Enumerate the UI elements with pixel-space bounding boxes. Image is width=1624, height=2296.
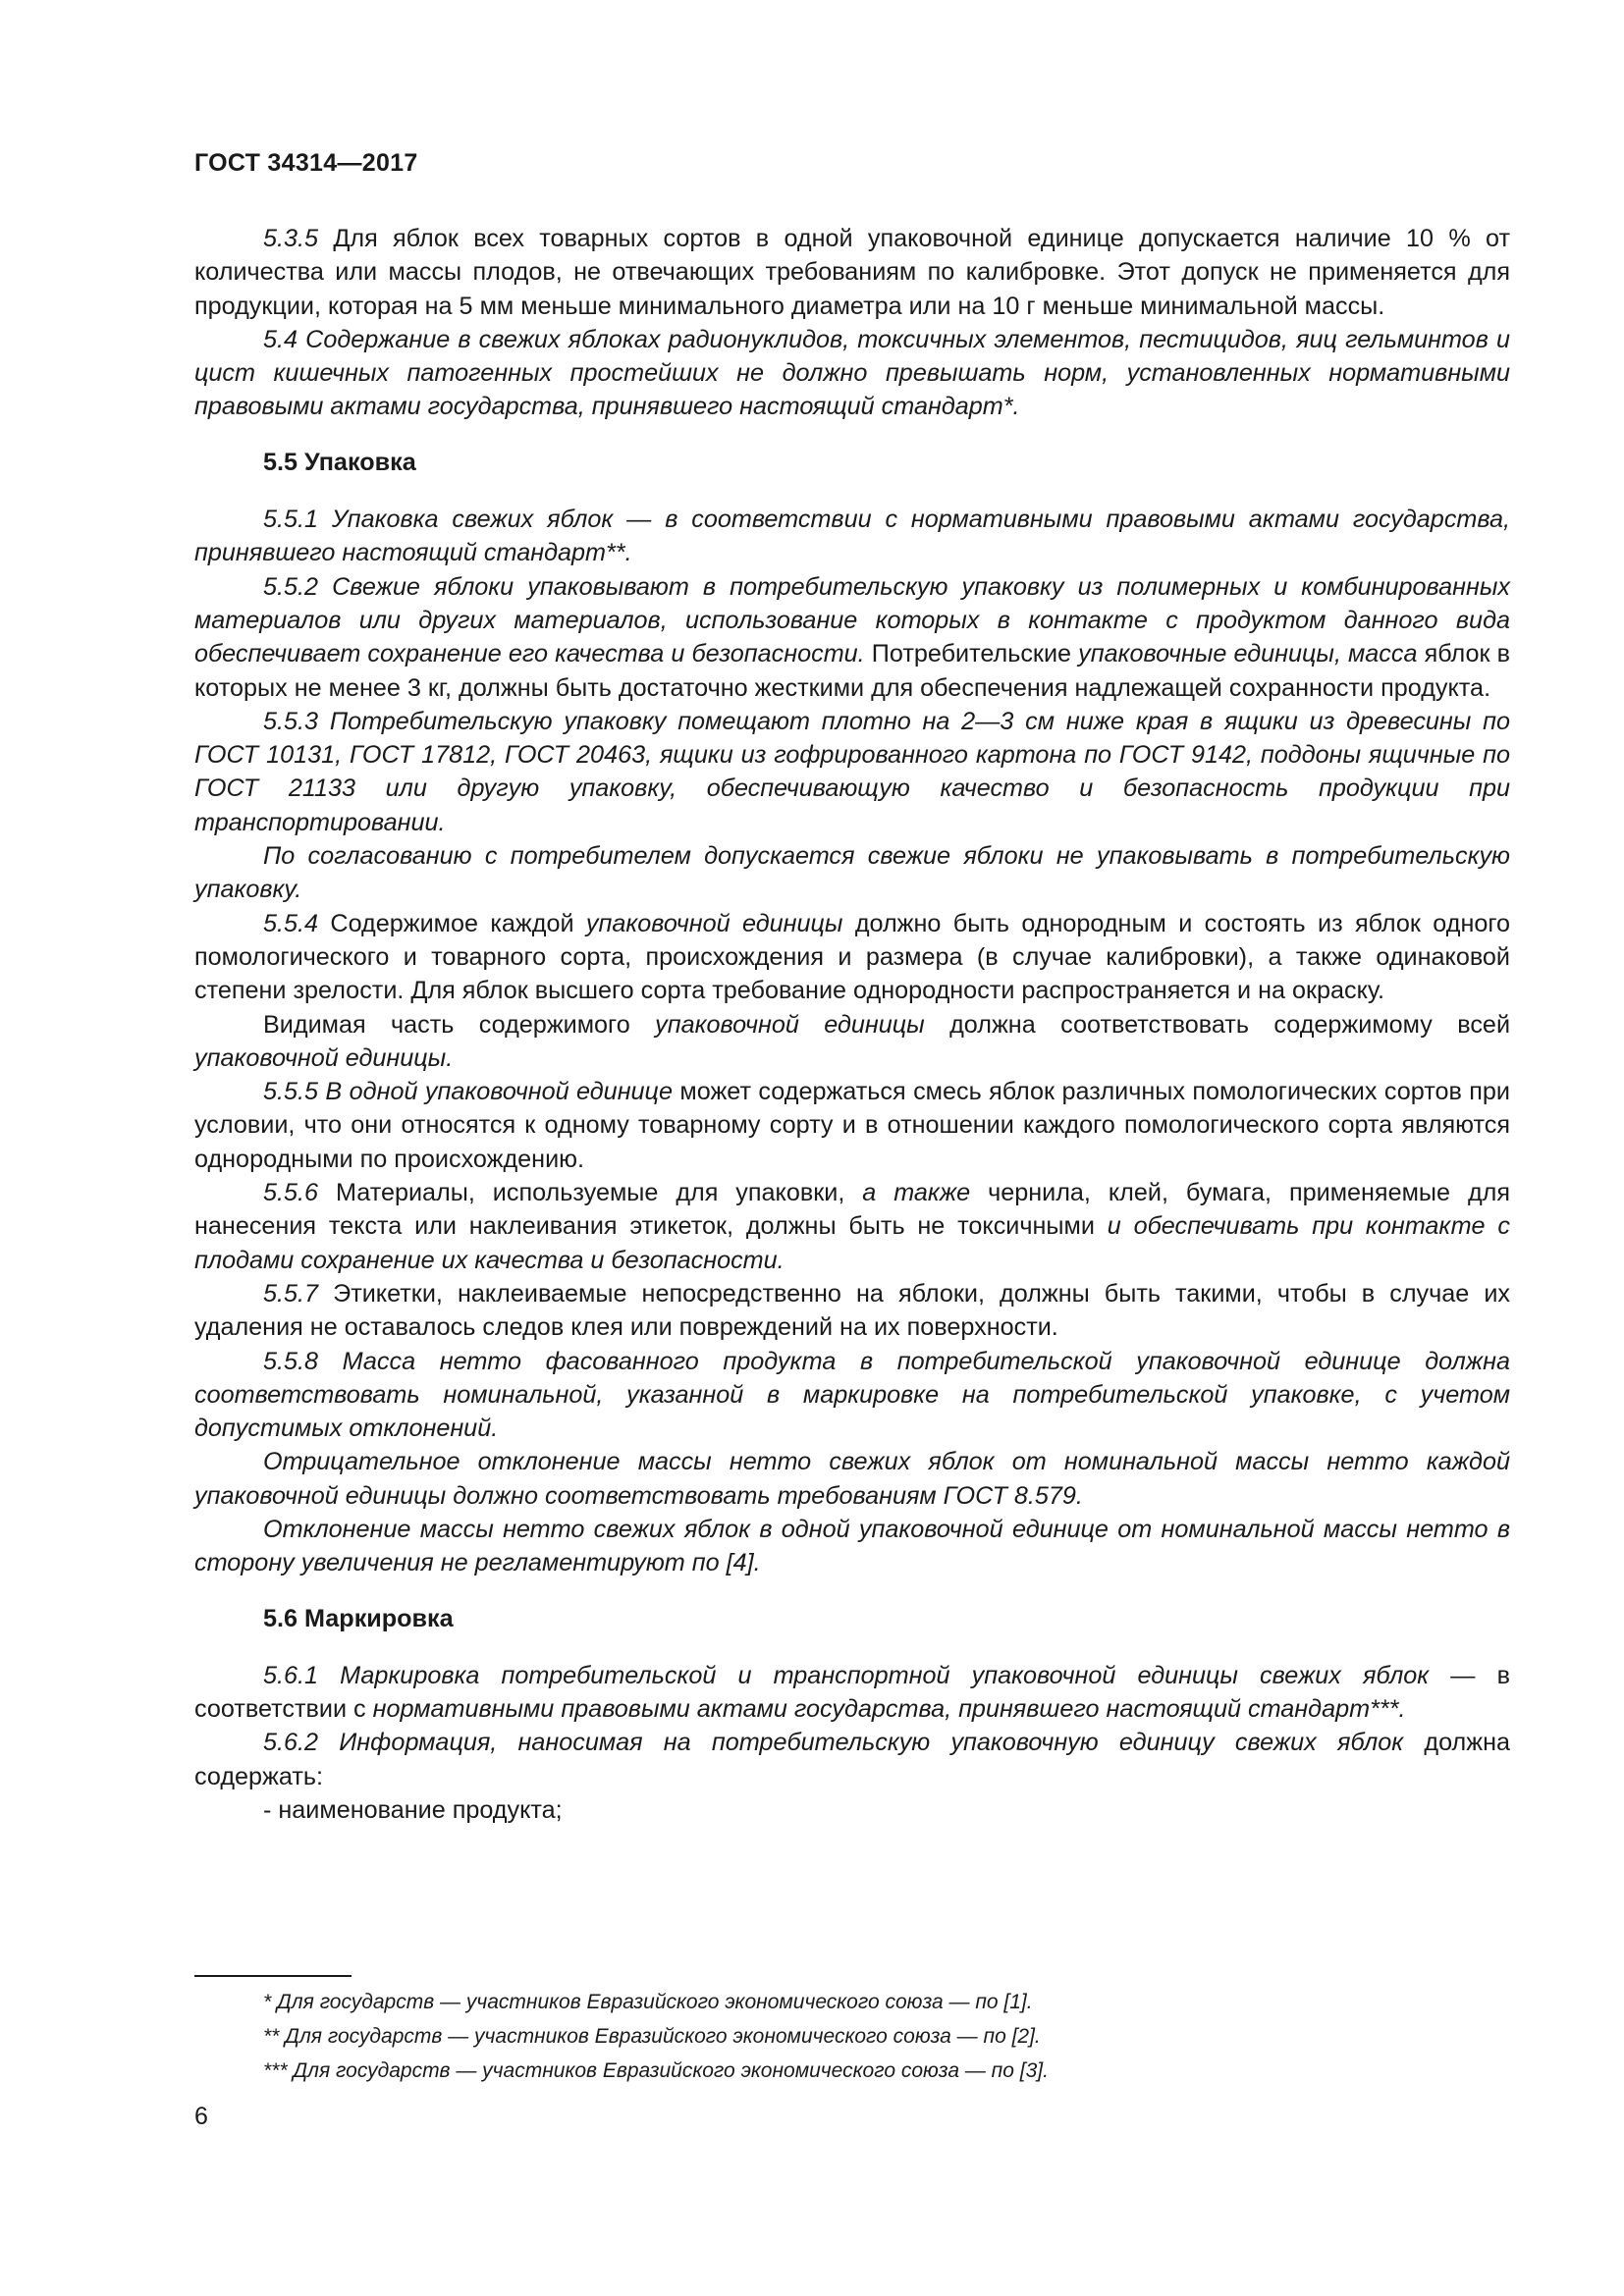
paragraph-text: Для яблок всех товарных сортов в одной упаковочной единице допускается наличие 10 % от количества или массы плодов, не отвечающих требованиям по калибровке. Этот допуск не применяется для продукции, которая на 5 мм меньше минимального диаметра или на 10 г меньше минимальной массы. xyxy=(194,225,1510,320)
document-header: ГОСТ 34314—2017 xyxy=(194,149,418,177)
clause-number: 5.5.4 xyxy=(263,909,319,937)
paragraph-5-5-4-visible xyxy=(194,1008,1510,1076)
paragraph-text: может содержаться смесь яблок различных помологических сортов при условии, что они относятся к одному товарному сорту и в отношении каждого помологического сорта являются однородными по происхождению. xyxy=(194,1078,1510,1173)
paragraph-text: Материалы, используемые для упаковки, xyxy=(318,1179,863,1207)
paragraph-5-6-1 xyxy=(194,1659,1510,1727)
paragraph-text-italic: 5.5.5 В одной упаковочной единице xyxy=(263,1078,673,1106)
list-item: - наименование продукта; xyxy=(263,1796,563,1825)
paragraph-text-italic: упаковочные единицы, масса xyxy=(1078,640,1418,668)
paragraph-text-italic: упаковочной единицы xyxy=(655,1010,925,1039)
paragraph-5-3-5 xyxy=(194,222,1510,323)
paragraph-text-italic: а также xyxy=(862,1179,971,1207)
paragraph-text: яблок в которых не менее 3 кг, должны быть достаточно жесткими для обеспечения надлежащей сохранности продукта. xyxy=(194,640,1510,702)
footnote-separator xyxy=(194,1975,352,1977)
paragraph-5-5-8-positive: Отклонение массы нетто свежих яблок в одной упаковочной единице от номинальной массы нетто в сторону увеличения не регламентируют по [4]. xyxy=(194,1515,1510,1577)
paragraph-5-5-3: 5.5.3 Потребительскую упаковку помещают плотно на 2—3 см ниже края в ящики из древесины по ГОСТ 10131, ГОСТ 17812, ГОСТ 20463, ящики из гофрированного картона по ГОСТ 9142, поддоны ящичные по ГОСТ 21133 или другую упаковку, обеспечивающую качество и безопасность продукции при транспортировании. xyxy=(194,707,1510,836)
paragraph-5-5-7 xyxy=(194,1277,1510,1345)
paragraph-5-5-2 xyxy=(194,570,1510,705)
paragraph-text: — в соответствии с xyxy=(194,1661,1510,1724)
paragraph-5-5-6 xyxy=(194,1176,1510,1277)
paragraph-text-italic: 5.5.2 Свежие яблоки упаковывают в потребительскую упаковку из полимерных и комбинированных материалов или других материалов, использование которых в контакте с продуктом данного вида обеспечивает сохранение его качества и безопасности. xyxy=(194,572,1510,668)
page-number: 6 xyxy=(194,2103,208,2130)
document-body xyxy=(194,222,1510,1827)
paragraph-text: Видимая часть содержимого xyxy=(263,1010,656,1039)
paragraph-text: Этикетки, наклеиваемые непосредственно на яблоки, должны быть такими, чтобы в случае их удаления не оставалось следов клея или повреждений на их поверхности. xyxy=(194,1279,1510,1342)
paragraph-5-5-5 xyxy=(194,1075,1510,1176)
paragraph-text-italic: нормативными правовыми актами государства, принявшего настоящий стандарт***. xyxy=(372,1695,1406,1724)
paragraph-5-5-8: 5.5.8 Масса нетто фасованного продукта в потребительской упаковочной единице должна соответствовать номинальной, указанной в маркировке на потребительской упаковке, с учетом допустимых отклонений. xyxy=(194,1347,1510,1443)
clause-number: 5.5.7 xyxy=(263,1279,319,1308)
footnote-3: *** Для государств — участников Евразийского экономического союза — по [3]. xyxy=(263,2059,1049,2082)
paragraph-text: должна соответствовать содержимому всей xyxy=(924,1010,1511,1039)
paragraph-5-5-4 xyxy=(194,907,1510,1008)
paragraph-text-italic: и обеспечивать при контакте с плодами сохранение их качества и безопасности. xyxy=(194,1212,1510,1274)
paragraph-text: должно быть однородным и состоять из яблок одного помологического и товарного сорта, происхождения и размера (в случае калибровки), а также одинаковой степени зрелости. Для яблок высшего сорта требование однородности распространяется и на окраску. xyxy=(194,909,1511,1005)
paragraph-5-6-2 xyxy=(194,1726,1510,1793)
footnote-2: ** Для государств — участников Евразийского экономического союза — по [2]. xyxy=(263,2025,1041,2048)
paragraph-text: Потребительские xyxy=(864,640,1079,668)
paragraph-5-5-1: 5.5.1 Упаковка свежих яблок — в соответствии с нормативными правовыми актами государства, принявшего настоящий стандарт**. xyxy=(194,506,1510,567)
paragraph-5-5-3-note: По согласованию с потребителем допускается свежие яблоки не упаковывать в потребительскую упаковку. xyxy=(194,842,1510,904)
clause-number: 5.3.5 xyxy=(263,225,319,252)
section-heading-5-6: 5.6 Маркировка xyxy=(263,1604,454,1632)
paragraph-5-4: 5.4 Содержание в свежих яблоках радионуклидов, токсичных элементов, пестицидов, яиц гельминтов и цист кишечных патогенных простейших не должно превышать норм, установленных нормативными правовыми актами государства, принявшего настоящий стандарт*. xyxy=(194,325,1510,421)
paragraph-5-5-8-negative: Отрицательное отклонение массы нетто свежих яблок от номинальной массы нетто каждой упаковочной единицы должно соответствовать требованиям ГОСТ 8.579. xyxy=(194,1448,1510,1510)
paragraph-text: должна содержать: xyxy=(194,1729,1510,1790)
clause-number: 5.5.6 xyxy=(263,1179,319,1207)
paragraph-text: Содержимое каждой xyxy=(318,909,586,937)
paragraph-text-italic: 5.6.2 Информация, наносимая на потребительскую упаковочную единицу свежих яблок xyxy=(263,1729,1404,1757)
paragraph-text-italic: упаковочной единицы. xyxy=(194,1043,454,1072)
paragraph-text-italic: 5.6.1 Маркировка потребительской и транспортной упаковочной единицы свежих яблок xyxy=(263,1661,1430,1689)
section-heading-5-5: 5.5 Упаковка xyxy=(263,448,416,476)
footnote-1: * Для государств — участников Евразийского экономического союза — по [1]. xyxy=(263,1991,1033,2013)
paragraph-text: чернила, клей, бумага, применяемые для нанесения текста или наклеивания этикеток, должны быть не токсичными xyxy=(194,1179,1510,1241)
paragraph-text-italic: упаковочной единицы xyxy=(585,909,843,937)
